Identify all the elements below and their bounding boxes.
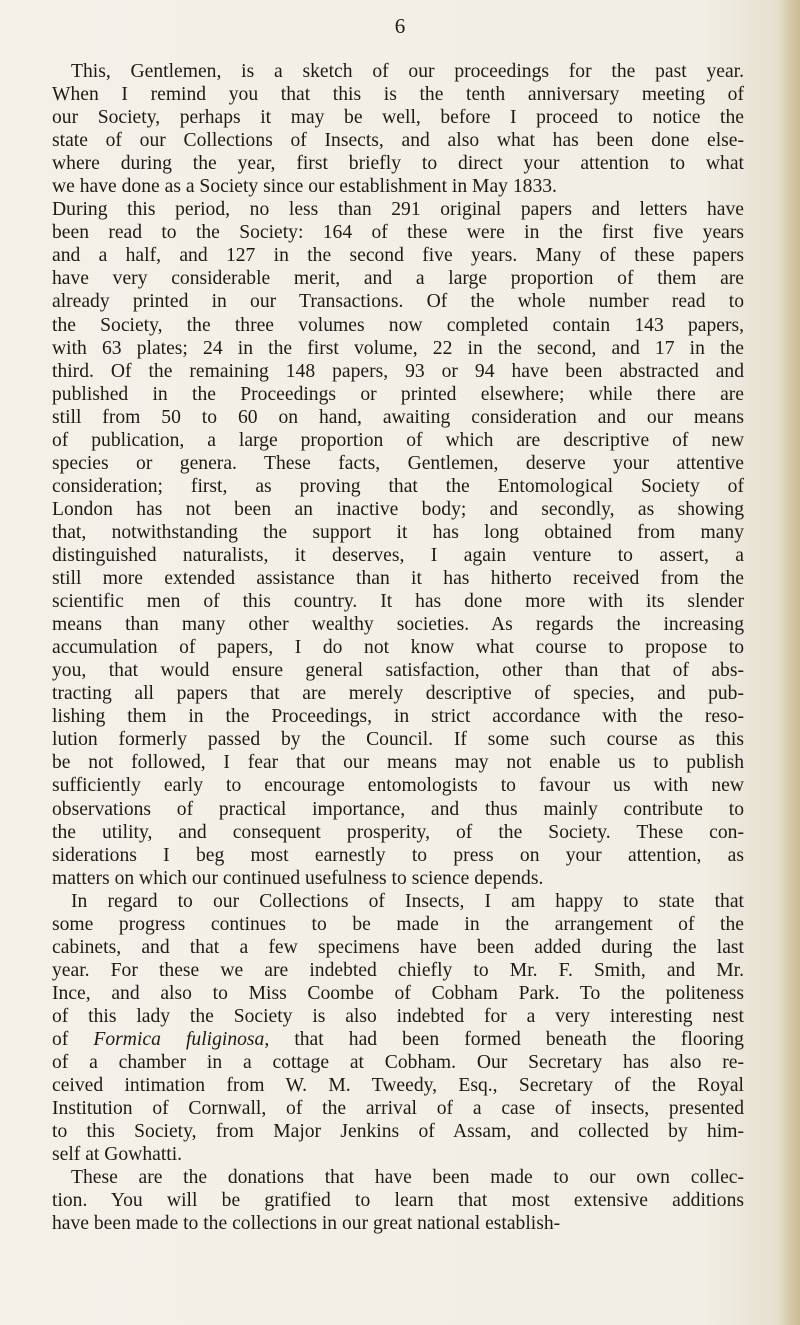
text-line: of publication, a large proportion of which are descriptive of new — [52, 429, 744, 451]
text-line: have very considerable merit, and a large proportion of them are — [52, 268, 744, 290]
text-line: During this period, no less than 291 original papers and letters have — [52, 199, 744, 221]
text-line: be not followed, I fear that our means may not enable us to publish — [52, 752, 744, 774]
text-line: still more extended assistance than it has hitherto received from the — [52, 568, 744, 590]
text-line: When I remind you that this is the tenth anniversary meeting of — [52, 84, 744, 106]
text-line: some progress continues to be made in the arrangement of the — [52, 913, 744, 935]
text-line: lution formerly passed by the Council. If some such course as this — [52, 729, 744, 751]
text-line: been read to the Society: 164 of these were in the first five years — [52, 222, 744, 244]
text-line: where during the year, first briefly to direct your attention to what — [52, 153, 744, 175]
text-line: of this lady the Society is also indebted for a very interesting nest — [52, 1005, 744, 1027]
text-line: the utility, and consequent prosperity, of the Society. These con- — [52, 821, 744, 843]
text-line: matters on which our continued usefulness to science depends. — [52, 867, 544, 889]
text-line: still from 50 to 60 on hand, awaiting consideration and our means — [52, 406, 744, 428]
text-line: tracting all papers that are merely descriptive of species, and pub- — [52, 683, 744, 705]
text-line: you, that would ensure general satisfaction, other than that of abs- — [52, 660, 744, 682]
text-line: siderations I beg most earnestly to press on your attention, as — [52, 844, 744, 866]
page-edge-shading — [778, 0, 800, 1325]
text-line: lishing them in the Proceedings, in strict accordance with the reso- — [52, 706, 744, 728]
text-line: distinguished naturalists, it deserves, I again venture to assert, a — [52, 544, 744, 566]
text-line: state of our Collections of Insects, and also what has been done else- — [52, 130, 744, 152]
text-line: These are the donations that have been made to our own collec- — [71, 1167, 744, 1189]
text-line: already printed in our Transactions. Of the whole number read to — [52, 291, 744, 313]
text-line: that, notwithstanding the support it has long obtained from many — [52, 521, 744, 543]
text-line: ceived intimation from W. M. Tweedy, Esq., Secretary of the Royal — [52, 1075, 744, 1097]
text-line: the Society, the three volumes now completed contain 143 papers, — [52, 314, 744, 336]
text-line: accumulation of papers, I do not know what course to propose to — [52, 637, 744, 659]
text-line: year. For these we are indebted chiefly to Mr. F. Smith, and Mr. — [52, 959, 744, 981]
text-line: In regard to our Collections of Insects, I am happy to state that — [71, 890, 744, 912]
text-line: have been made to the collections in our great national establish- — [52, 1213, 561, 1235]
text-line: sufficiently early to encourage entomologists to favour us with new — [52, 775, 744, 797]
text-line: third. Of the remaining 148 papers, 93 or 94 have been abstracted and — [52, 360, 744, 382]
text-line: and a half, and 127 in the second five years. Many of these papers — [52, 245, 744, 267]
text-line: published in the Proceedings or printed elsewhere; while there are — [52, 383, 744, 405]
text-line: scientific men of this country. It has done more with its slender — [52, 591, 744, 613]
page-number: 6 — [394, 14, 406, 38]
text-line: Institution of Cornwall, of the arrival of a case of insects, presented — [52, 1098, 744, 1120]
species-name: Formica fuliginosa — [93, 1028, 265, 1050]
text-line: Ince, and also to Miss Coombe of Cobham Park. To the politeness — [52, 982, 744, 1004]
body-text — [52, 60, 744, 1235]
text-line: with 63 plates; 24 in the first volume, 22 in the second, and 17 in the — [52, 337, 744, 359]
text-line: This, Gentlemen, is a sketch of our proceedings for the past year. — [71, 61, 744, 82]
text-line: we have done as a Society since our establishment in May 1833. — [52, 176, 557, 198]
text-line: cabinets, and that a few specimens have been added during the last — [52, 936, 744, 958]
text-line: to this Society, from Major Jenkins of Assam, and collected by him- — [52, 1121, 744, 1143]
text-line: observations of practical importance, and thus mainly contribute to — [52, 798, 744, 820]
text-line: tion. You will be gratified to learn that most extensive additions — [52, 1190, 744, 1212]
text-line: of Formica fuliginosa, that had been formed beneath the flooring — [52, 1028, 744, 1050]
text-line: London has not been an inactive body; and secondly, as showing — [52, 498, 744, 520]
text-line: means than many other wealthy societies. As regards the increasing — [52, 614, 744, 636]
text-line: our Society, perhaps it may be well, before I proceed to notice the — [52, 107, 744, 129]
text-line: self at Gowhatti. — [52, 1144, 183, 1166]
text-line: species or genera. These facts, Gentlemen, deserve your attentive — [52, 452, 744, 474]
text-line: of a chamber in a cottage at Cobham. Our Secretary has also re- — [52, 1052, 744, 1074]
text-line: consideration; first, as proving that the Entomological Society of — [52, 475, 744, 497]
